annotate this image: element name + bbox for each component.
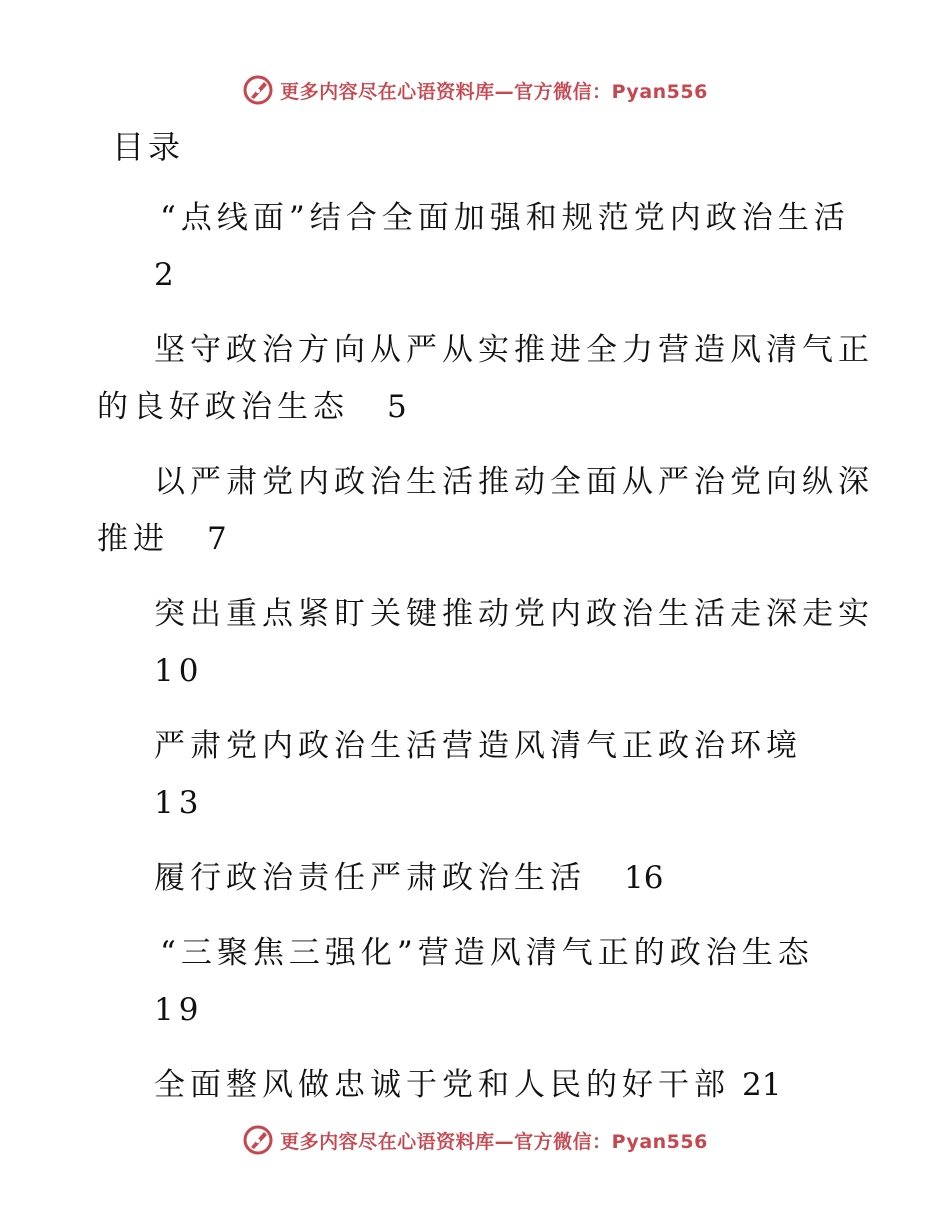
toc-entry-title: 突出重点紧盯关键推动党内政治生活走深走实 <box>154 596 874 632</box>
watermark-text: 更多内容尽在心语资料库—官方微信：Pyan556 <box>280 1130 708 1153</box>
header-watermark <box>0 70 950 110</box>
pen-logo-icon <box>242 1124 274 1156</box>
toc-entry-title: 履行政治责任严肃政治生活 <box>154 860 586 896</box>
toc-entry[interactable] <box>97 454 874 568</box>
toc-entry[interactable] <box>97 322 874 436</box>
toc-entry-page: 16 <box>624 860 664 896</box>
toc-entry-page: 2 <box>154 257 174 293</box>
toc-entry[interactable] <box>97 850 837 907</box>
toc-entry-title: 严肃党内政治生活营造风清气正政治环境 <box>154 728 802 764</box>
toc-entry-page: 10 <box>154 653 204 689</box>
toc-entry-page: 19 <box>154 992 204 1028</box>
toc-entry-page: 13 <box>154 785 204 821</box>
toc-entry-page: 5 <box>387 389 407 425</box>
toc-entry-title: 全面整风做忠诚于党和人民的好干部 <box>154 1067 730 1103</box>
toc-entry-title: “点线面”结合全面加强和规范党内政治生活 <box>160 200 850 236</box>
watermark-text: 更多内容尽在心语资料库—官方微信：Pyan556 <box>280 80 708 103</box>
toc-entry[interactable] <box>97 718 837 832</box>
toc-entry-title: 坚守政治方向从严从实推进全力营造风清气正 <box>154 332 874 368</box>
toc-entry-title-cont: 推进 <box>97 521 169 557</box>
toc-entry-title: 以严肃党内政治生活推动全面从严治党向纵深 <box>154 464 874 500</box>
pen-logo-icon <box>242 74 274 106</box>
toc-entry-title: “三聚焦三强化”营造风清气正的政治生态 <box>160 935 814 971</box>
toc-entry[interactable] <box>97 190 850 304</box>
toc-entry-title-cont: 的良好政治生态 <box>97 389 349 425</box>
page-title: 目录 <box>112 128 185 166</box>
toc-entry-page: 7 <box>207 521 227 557</box>
toc-entry[interactable] <box>97 925 837 1039</box>
toc-entry-page: 21 <box>742 1067 782 1103</box>
toc-entry[interactable] <box>97 1057 837 1114</box>
table-of-contents <box>97 190 874 1132</box>
footer-watermark <box>0 1120 950 1160</box>
toc-entry[interactable] <box>97 586 874 700</box>
